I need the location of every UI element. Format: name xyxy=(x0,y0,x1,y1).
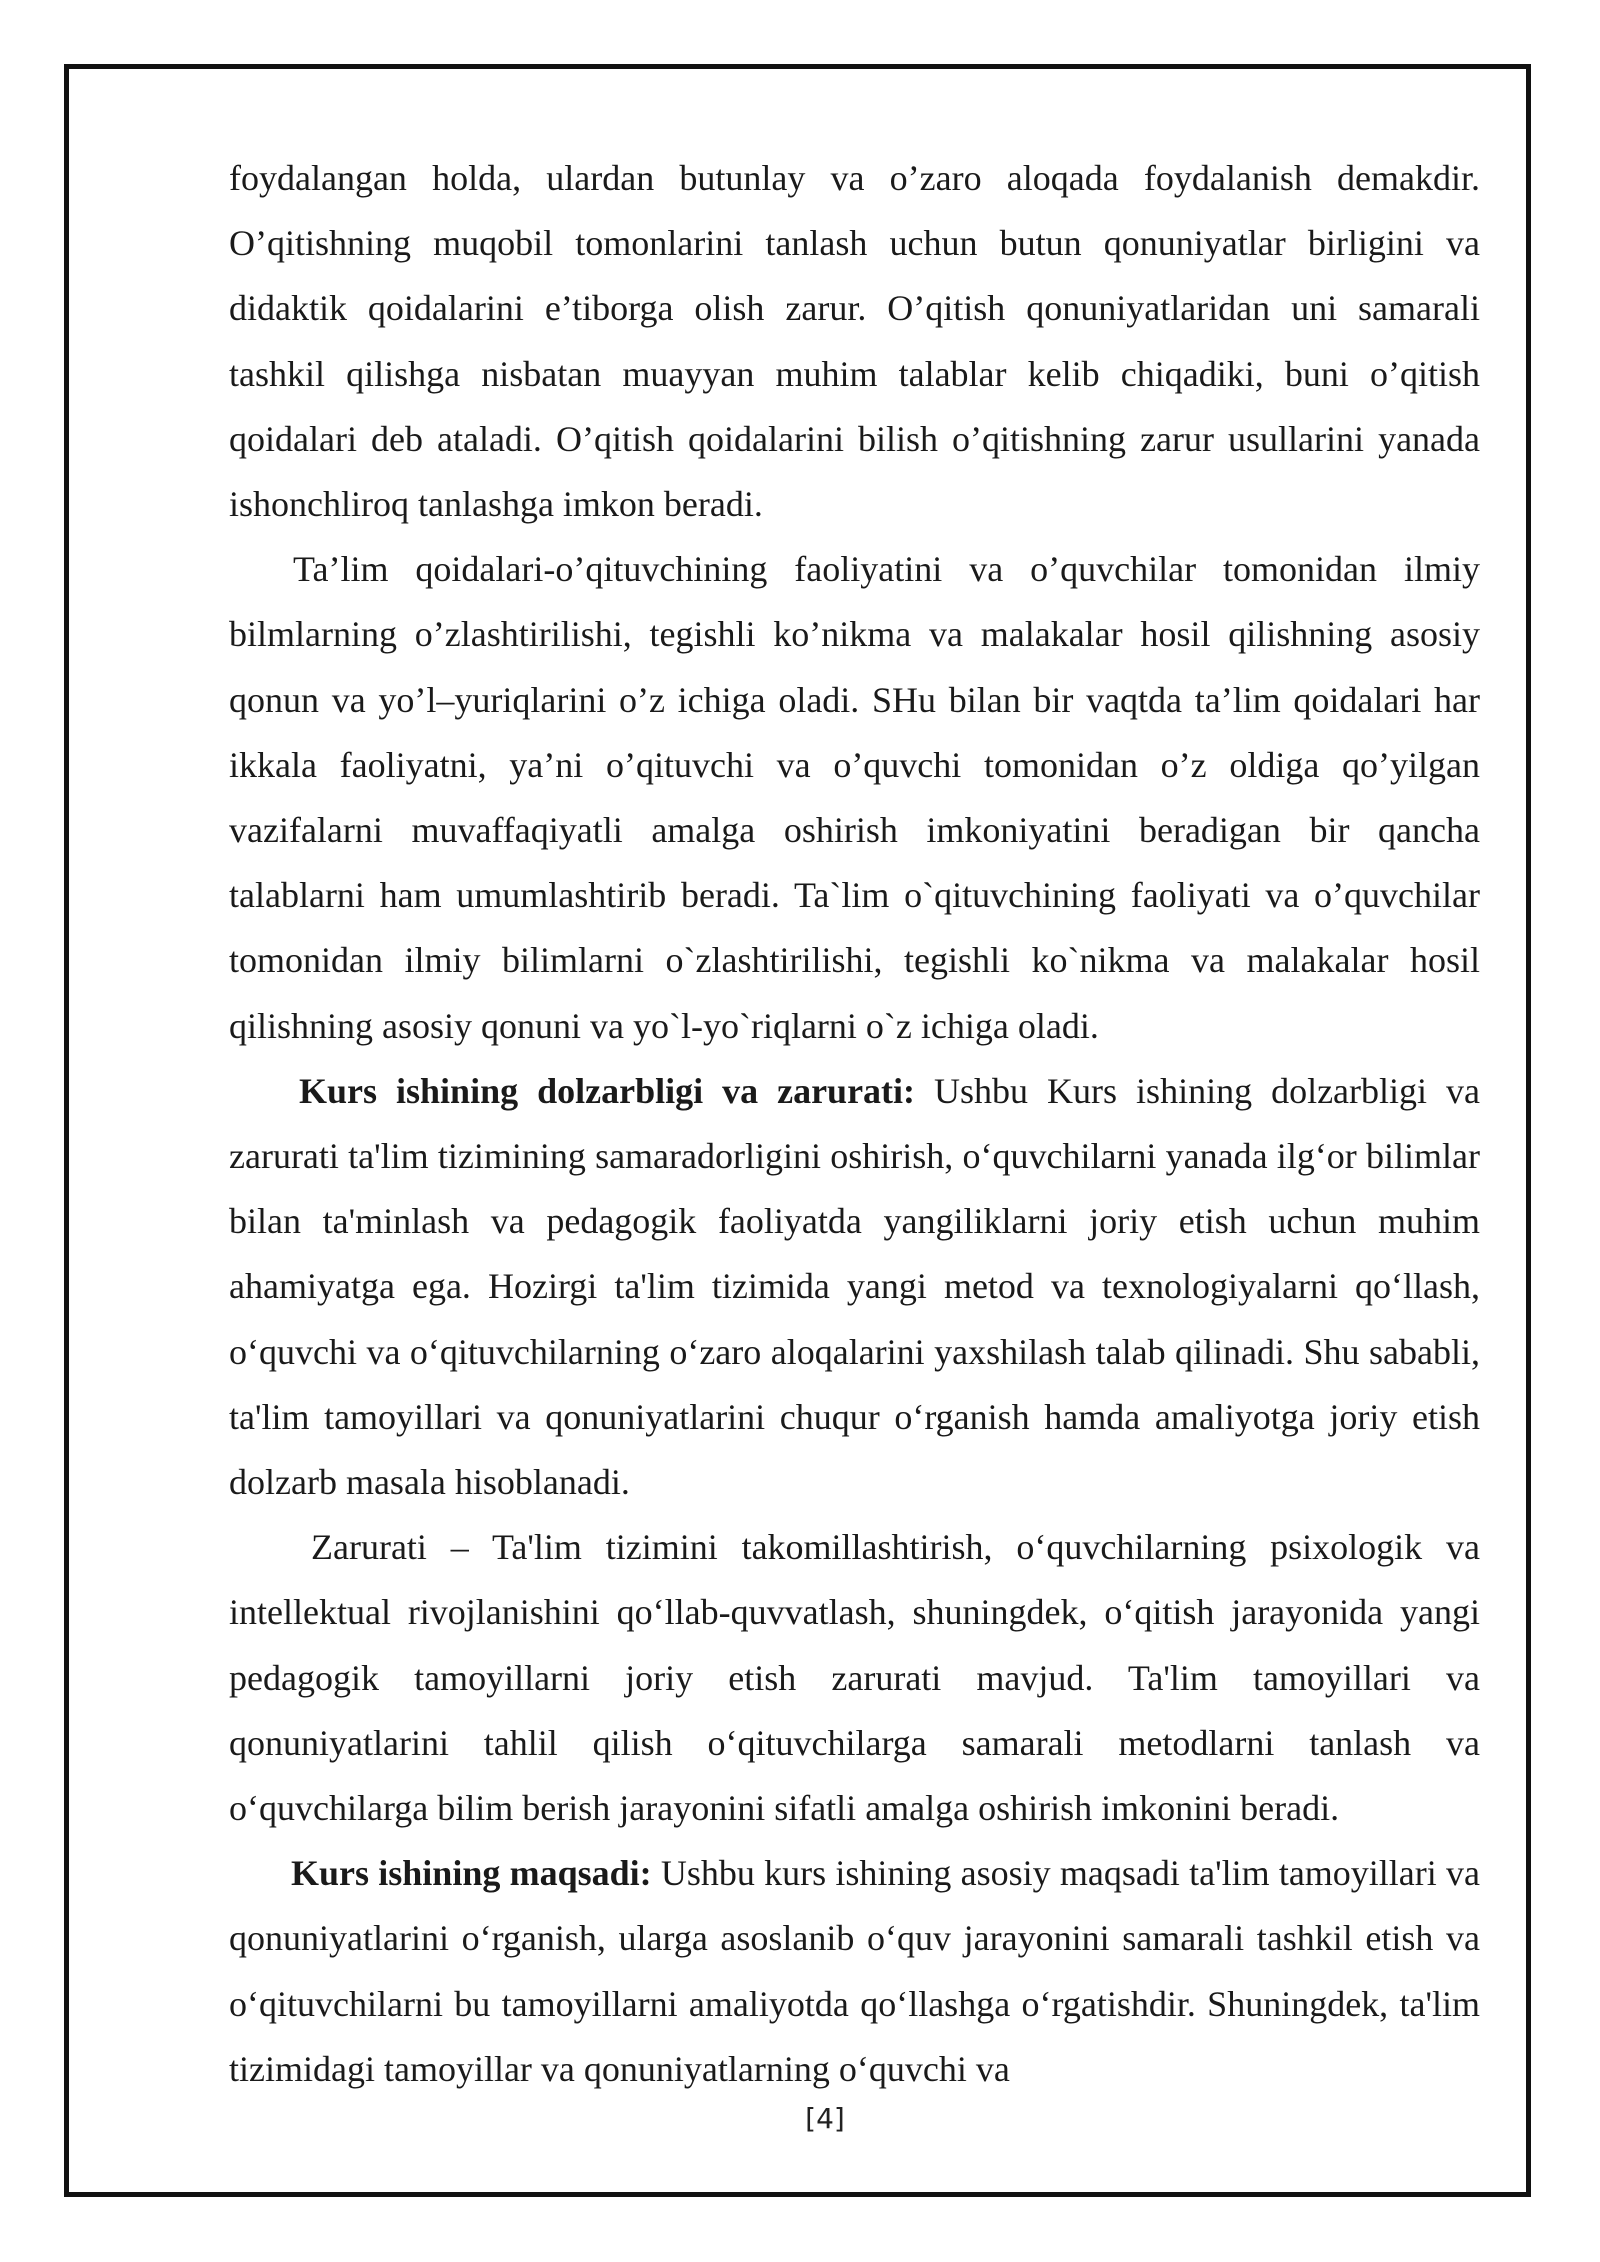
section-heading-relevance: Kurs ishining dolzarbligi va zarurati: xyxy=(299,1070,916,1111)
section-heading-goal: Kurs ishining maqsadi: xyxy=(291,1853,652,1894)
document-body xyxy=(229,146,1480,2102)
paragraph-1 xyxy=(229,146,1480,537)
paragraph-3-text: Ushbu Kurs ishining dolzarbligi va zarurati ta'lim tizimining samaradorligini oshirish, o‘quvchilarni yanada ilg‘or bilimlar bilan ta'minlash va pedagogik faoliyatda yangiliklarni joriy etish uchun muhim ahamiyatga ega. Hozirgi ta'lim tizimida yangi metod va texnologiyalarni qo‘llash, o‘quvchi va o‘qituvchilarning o‘zaro aloqalarini yaxshilash talab qilinadi. Shu sababli, ta'lim tamoyillari va qonuniyatlarini chuqur o‘rganish hamda amaliyotga joriy etish dolzarb masala hisoblanadi. xyxy=(229,1070,1480,1503)
paragraph-1-text: foydalangan holda, ulardan butunlay va o’zaro aloqada foydalanish demakdir. O’qitishning muqobil tomonlarini tanlash uchun butun qonuniyatlar birligini va didaktik qoidalarini e’tiborga olish zarur. O’qitish qonuniyatlaridan uni samarali tashkil qilishga nisbatan muayyan muhim talablar kelib chiqadiki, buni o’qitish qoidalari deb ataladi. O’qitish qoidalarini bilish o’qitishning zarur usullarini yanada ishonchliroq tanlashga imkon beradi. xyxy=(229,158,1480,525)
paragraph-5-text: Ushbu kurs ishining asosiy maqsadi ta'lim tamoyillari va qonuniyatlarini o‘rganish, ularga asoslanib o‘quv jarayonini samarali tashkil etish va o‘qituvchilarni bu tamoyillarni amaliyotda qo‘llashga o‘rgatishdir. Shuningdek, ta'lim tizimidagi tamoyillar va qonuniyatlarning o‘quvchi va xyxy=(229,1853,1481,2089)
paragraph-2 xyxy=(229,537,1480,1059)
paragraph-5 xyxy=(229,1841,1480,2102)
page-number: [4] xyxy=(805,2102,845,2135)
paragraph-4-text: Zarurati – Ta'lim tizimini takomillashtirish, o‘quvchilarning psixologik va intellektual rivojlanishini qo‘llab-quvvatlash, shuningdek, o‘qitish jarayonida yangi pedagogik tamoyillarni joriy etish zarurati mavjud. Ta'lim tamoyillari va qonuniyatlarini tahlil qilish o‘qituvchilarga samarali metodlarni tanlash va o‘quvchilarga bilim berish jarayonini sifatli amalga oshirish imkonini beradi. xyxy=(229,1527,1480,1829)
paragraph-2-text: Ta’lim qoidalari-o’qituvchining faoliyatini va o’quvchilar tomonidan ilmiy bilmlarning o’zlashtirilishi, tegishli ko’nikma va malakalar hosil qilishning asosiy qonun va yo’l–yuriqlarini o’z ichiga oladi. SHu bilan bir vaqtda ta’lim qoidalari har ikkala faoliyatni, ya’ni o’qituvchi va o’quvchi tomonidan o’z oldiga qo’yilgan vazifalarni muvaffaqiyatli amalga oshirish imkoniyatini beradigan bir qancha talablarni ham umumlashtirib beradi. Ta`lim o`qituvchining faoliyati va o’quvchilar tomonidan ilmiy bilimlarni o`zlashtirilishi, tegishli ko`nikma va malakalar hosil qilishning asosiy qonuni va yo`l-yo`riqlarni o`z ichiga oladi. xyxy=(229,549,1480,1046)
paragraph-4 xyxy=(229,1515,1480,1841)
paragraph-3 xyxy=(229,1059,1480,1515)
